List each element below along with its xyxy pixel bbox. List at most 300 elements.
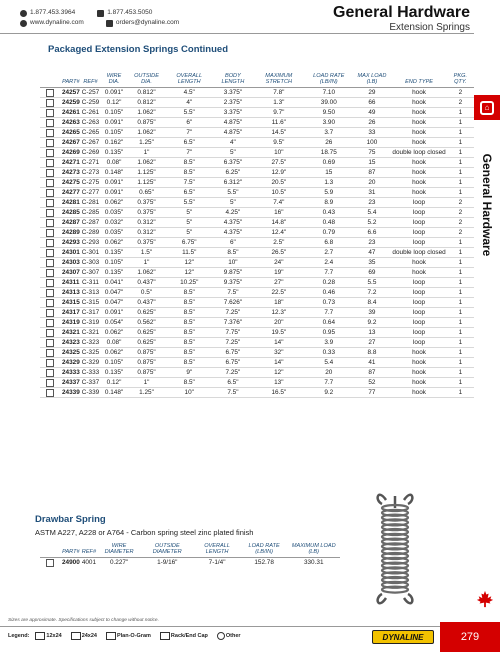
table-cell: 1.062": [128, 267, 165, 277]
table-cell: hook: [391, 157, 446, 167]
order-checkbox[interactable]: [46, 279, 54, 287]
table-cell: 1.062": [128, 127, 165, 137]
part-number: 24333: [40, 367, 81, 377]
table-cell: 6.8: [305, 237, 352, 247]
column-header: OUTSIDE DIAMETER: [141, 540, 193, 557]
table-cell: C-267: [81, 138, 100, 146]
table-cell: 1: [447, 347, 474, 357]
table-cell: 3.375": [213, 87, 252, 97]
column-header: OVERALL LENGTH: [193, 540, 240, 557]
table-cell: 7.4": [253, 197, 306, 207]
order-checkbox[interactable]: [46, 269, 54, 277]
table-cell: 4.5": [165, 87, 213, 97]
table-cell: 0.312": [128, 227, 165, 237]
order-checkbox[interactable]: [46, 369, 54, 377]
table-cell: 5.4: [352, 207, 391, 217]
table-cell: 10": [253, 147, 306, 157]
table-cell: 8.5": [165, 327, 213, 337]
column-header: LOAD RATE (LB/IN): [241, 540, 288, 557]
table-cell: 6.75": [213, 347, 252, 357]
column-header: PART#: [40, 63, 81, 87]
table-cell: 7.25": [213, 367, 252, 377]
table-cell: 0.375": [128, 197, 165, 207]
table-cell: 33: [352, 127, 391, 137]
section-title-extension-springs: Packaged Extension Springs Continued: [48, 44, 229, 55]
table-cell: 8.5": [165, 287, 213, 297]
table-cell: 0.035": [100, 207, 128, 217]
table-cell: C-275: [81, 178, 100, 186]
table-cell: C-289: [81, 228, 100, 236]
table-row: [40, 367, 474, 377]
part-number: 24285: [40, 207, 81, 217]
table-cell: 1-9/16": [157, 558, 178, 566]
table-cell: 1: [447, 117, 474, 127]
table-cell: 5.5": [165, 197, 213, 207]
table-cell: 19": [253, 267, 306, 277]
part-number: 24337: [40, 377, 81, 387]
table-cell: 7.7: [305, 267, 352, 277]
table-cell: C-265: [81, 128, 100, 136]
table-cell: 1: [447, 157, 474, 167]
table-cell: 87: [352, 367, 391, 377]
order-checkbox[interactable]: [46, 259, 54, 267]
table-cell: 7.5": [213, 287, 252, 297]
table-cell: 1: [447, 247, 474, 257]
order-checkbox[interactable]: [46, 209, 54, 217]
table-cell: 1: [447, 327, 474, 337]
table-cell: 7.7: [305, 307, 352, 317]
table-cell: 7.5": [213, 387, 252, 397]
table-cell: 0.091": [100, 117, 128, 127]
table-cell: 31: [352, 187, 391, 197]
table-cell: 5": [165, 217, 213, 227]
order-checkbox[interactable]: [46, 139, 54, 147]
order-checkbox[interactable]: [46, 389, 54, 397]
table-cell: 20": [253, 317, 306, 327]
table-cell: 4": [213, 137, 252, 147]
table-cell: 0.95: [305, 327, 352, 337]
table-cell: 0.105": [100, 357, 128, 367]
table-cell: hook: [391, 187, 446, 197]
table-cell: C-319: [81, 318, 100, 326]
table-cell: 0.135": [100, 267, 128, 277]
column-header: REF#: [81, 63, 100, 87]
part-number: 24321: [40, 327, 81, 337]
table-cell: 6.5": [213, 377, 252, 387]
table-cell: 20: [305, 367, 352, 377]
table-cell: hook: [391, 87, 446, 97]
table-cell: 2.7: [305, 247, 352, 257]
table-cell: C-315: [81, 298, 100, 306]
table-cell: 0.041": [100, 277, 128, 287]
table-cell: 20.5": [253, 177, 306, 187]
table-cell: 66: [352, 97, 391, 107]
extension-springs-table: [40, 63, 474, 398]
table-cell: C-285: [81, 208, 100, 216]
part-number: 24257: [40, 87, 81, 97]
table-cell: C-325: [81, 348, 100, 356]
table-cell: 1.5": [128, 247, 165, 257]
table-row: [40, 347, 474, 357]
table-cell: 26: [305, 137, 352, 147]
column-header: WIRE DIA.: [100, 63, 128, 87]
table-cell: 7-1/4": [208, 558, 226, 566]
table-cell: 0.69: [305, 157, 352, 167]
table-cell: C-311: [82, 278, 99, 286]
part-number: 24259: [40, 97, 81, 107]
table-cell: 8.5": [165, 357, 213, 367]
table-cell: hook: [391, 97, 446, 107]
table-cell: 1: [447, 137, 474, 147]
table-cell: loop: [391, 297, 446, 307]
table-cell: C-273: [81, 168, 100, 176]
table-row: [40, 147, 474, 157]
table-cell: loop: [391, 337, 446, 347]
table-cell: 26: [352, 117, 391, 127]
table-cell: loop: [391, 327, 446, 337]
table-cell: 0.625": [128, 307, 165, 317]
table-cell: 0.64: [305, 317, 352, 327]
table-cell: 1.062": [128, 157, 165, 167]
side-category-label: General Hardware: [480, 153, 494, 257]
table-cell: 22.5": [253, 287, 306, 297]
order-checkbox[interactable]: [46, 239, 54, 247]
table-cell: 18.75: [305, 147, 352, 157]
table-cell: hook: [391, 377, 446, 387]
table-cell: C-287: [81, 218, 100, 226]
email-link[interactable]: orders@dynaline.com: [115, 19, 180, 26]
table-cell: 8.5": [213, 247, 252, 257]
table-cell: hook: [391, 267, 446, 277]
website-link[interactable]: www.dynaline.com: [30, 19, 84, 26]
order-checkbox[interactable]: [46, 129, 54, 137]
table-cell: 0.148": [100, 167, 128, 177]
order-checkbox[interactable]: [46, 199, 54, 207]
table-cell: C-337: [81, 378, 100, 386]
table-cell: C-293: [81, 238, 100, 246]
table-cell: 1: [447, 317, 474, 327]
table-cell: 41: [352, 357, 391, 367]
page-subtitle: Extension Springs: [389, 22, 470, 33]
table-cell: 0.625": [128, 337, 165, 347]
column-header: MAX LOAD (LB): [352, 63, 391, 87]
table-cell: 3.9: [305, 337, 352, 347]
table-cell: 4.25": [213, 207, 252, 217]
table-cell: C-257: [81, 88, 100, 96]
order-checkbox[interactable]: [46, 149, 54, 157]
table-row: [40, 197, 474, 207]
table-cell: 0.105": [100, 257, 128, 267]
order-checkbox[interactable]: [46, 289, 54, 297]
legend-item-12x24: 12x24: [35, 632, 61, 640]
table-cell: 1: [447, 257, 474, 267]
table-cell: 12": [165, 257, 213, 267]
part-number: 24269: [40, 147, 81, 157]
column-header: WIRE DIAMETER: [97, 540, 141, 557]
table-cell: 0.135": [100, 367, 128, 377]
table-cell: 10.5": [253, 187, 306, 197]
table-row: [40, 357, 474, 367]
order-checkbox[interactable]: [46, 229, 54, 237]
order-checkbox[interactable]: [46, 179, 54, 187]
table-cell: 1.125": [128, 167, 165, 177]
table-cell: 8.5": [165, 347, 213, 357]
table-cell: 0.375": [128, 237, 165, 247]
table-cell: 0.091": [100, 307, 128, 317]
table-cell: 0.135": [100, 147, 128, 157]
table-cell: 5.5: [352, 277, 391, 287]
phone-2: 1.877.453.5050: [107, 9, 153, 16]
table-cell: 7.5": [165, 177, 213, 187]
table-cell: 0.812": [128, 87, 165, 97]
table-row: [40, 287, 474, 297]
table-cell: 0.08": [100, 337, 128, 347]
table-row: [40, 267, 474, 277]
order-checkbox[interactable]: [46, 379, 54, 387]
table-cell: 4.875": [213, 127, 252, 137]
table-cell: 0.33: [305, 347, 352, 357]
category-tab[interactable]: [474, 95, 500, 120]
order-checkbox[interactable]: [46, 299, 54, 307]
table-cell: 13: [352, 327, 391, 337]
table-row: [40, 227, 474, 237]
order-checkbox[interactable]: [46, 169, 54, 177]
table-cell: 5.5": [165, 107, 213, 117]
table-row: [40, 97, 474, 107]
table-cell: 18": [253, 297, 306, 307]
table-cell: 39: [352, 307, 391, 317]
table-cell: C-261: [81, 108, 100, 116]
table-cell: loop: [391, 227, 446, 237]
order-checkbox[interactable]: [46, 109, 54, 117]
table-cell: 6": [213, 237, 252, 247]
table-cell: 0.047": [100, 297, 128, 307]
table-cell: 27": [253, 277, 306, 287]
part-number: 24339: [40, 387, 81, 397]
table-cell: double loop closed: [392, 248, 446, 256]
table-row: [40, 217, 474, 227]
table-cell: 0.437": [128, 277, 165, 287]
table-cell: 35: [352, 257, 391, 267]
table-cell: 2: [447, 217, 474, 227]
table-cell: C-303: [81, 258, 100, 266]
table-cell: 24": [253, 257, 306, 267]
table-cell: 14": [253, 357, 306, 367]
table-cell: 1: [447, 297, 474, 307]
table-cell: loop: [391, 207, 446, 217]
table-cell: 6.5": [165, 137, 213, 147]
order-checkbox[interactable]: [46, 559, 54, 567]
order-checkbox[interactable]: [46, 349, 54, 357]
table-cell: 15: [352, 157, 391, 167]
globe-icon: [20, 20, 27, 27]
table-cell: 8.9: [305, 197, 352, 207]
order-checkbox[interactable]: [46, 329, 54, 337]
table-cell: 7.10: [305, 87, 352, 97]
order-checkbox[interactable]: [46, 219, 54, 227]
table-cell: C-271: [81, 158, 100, 166]
table-cell: 7": [165, 147, 213, 157]
table-cell: 0.035": [100, 227, 128, 237]
part-number: 24323: [40, 337, 81, 347]
table-cell: 20: [352, 177, 391, 187]
table-cell: 0.032": [100, 217, 128, 227]
order-checkbox[interactable]: [46, 309, 54, 317]
table-cell: 8.5": [165, 317, 213, 327]
table-cell: 0.062": [100, 237, 128, 247]
table-cell: C-313: [81, 288, 100, 296]
table-cell: 9.50: [305, 107, 352, 117]
table-row: [40, 387, 474, 397]
page-number-box: [440, 622, 500, 652]
table-cell: 8.5": [165, 307, 213, 317]
table-cell: 29: [352, 87, 391, 97]
table-cell: 7.7: [305, 377, 352, 387]
table-cell: 12.9": [253, 167, 306, 177]
order-checkbox[interactable]: [46, 359, 54, 367]
table-cell: C-307: [81, 268, 100, 276]
table-cell: 0.227": [109, 558, 129, 566]
legend-item-other: Other: [217, 632, 241, 640]
table-row: [40, 257, 474, 267]
table-cell: 1: [447, 147, 474, 157]
table-cell: 12.3": [253, 307, 306, 317]
table-cell: 0.12": [100, 377, 128, 387]
table-cell: 87: [352, 167, 391, 177]
table-row: [40, 327, 474, 337]
table-cell: C-329: [81, 358, 100, 366]
column-header: PART#: [40, 540, 81, 557]
table-cell: 5": [165, 207, 213, 217]
legend-swatch-icon: [35, 632, 45, 640]
table-cell: 9.875": [213, 267, 252, 277]
table-cell: 75: [352, 147, 391, 157]
table-row: [40, 117, 474, 127]
hardware-icon: ⌂: [480, 101, 494, 115]
order-checkbox[interactable]: [46, 159, 54, 167]
table-cell: 0.062": [100, 197, 128, 207]
table-cell: 0.5": [128, 287, 165, 297]
column-header: REF#: [81, 540, 97, 557]
table-cell: double loop closed: [392, 148, 446, 156]
column-header: OUTSIDE DIA.: [128, 63, 165, 87]
table-cell: loop: [391, 307, 446, 317]
table-cell: 5.9: [305, 187, 352, 197]
table-cell: 0.12": [100, 97, 128, 107]
phone-1: 1.877.453.3964: [30, 9, 76, 16]
table-cell: 6.375": [213, 157, 252, 167]
table-cell: 9.375": [213, 277, 252, 287]
table-cell: hook: [391, 107, 446, 117]
part-number: 24277: [40, 187, 81, 197]
table-cell: 19.5": [253, 327, 306, 337]
table-cell: 3.375": [213, 107, 252, 117]
legend-item-rack-end-cap: Rack/End Cap: [160, 632, 208, 640]
table-cell: 5": [165, 227, 213, 237]
table-cell: 0.65": [128, 187, 165, 197]
table-cell: 11.5": [165, 247, 213, 257]
table-cell: 23: [352, 237, 391, 247]
table-row: [40, 557, 340, 567]
table-row: [40, 247, 474, 257]
table-cell: 5.5": [213, 187, 252, 197]
table-cell: 330.31: [303, 558, 324, 566]
legend-swatch-icon: [217, 632, 225, 640]
table-cell: 8.5": [165, 157, 213, 167]
order-checkbox[interactable]: [46, 119, 54, 127]
table-cell: hook: [391, 357, 446, 367]
order-checkbox[interactable]: [46, 189, 54, 197]
part-number: 24315: [40, 297, 81, 307]
table-cell: 152.78: [254, 558, 274, 566]
part-number: 24325: [40, 347, 81, 357]
table-cell: 0.73: [305, 297, 352, 307]
table-cell: 1: [447, 107, 474, 117]
table-cell: 6.5": [165, 187, 213, 197]
table-cell: 0.08": [100, 157, 128, 167]
part-number: 24275: [40, 177, 81, 187]
order-checkbox[interactable]: [46, 99, 54, 107]
table-cell: 5.2: [352, 217, 391, 227]
table-cell: 4001: [81, 558, 97, 566]
table-cell: hook: [391, 367, 446, 377]
order-checkbox[interactable]: [46, 249, 54, 257]
table-cell: 5": [213, 197, 252, 207]
table-row: [40, 167, 474, 177]
table-cell: 26.5": [253, 247, 306, 257]
table-cell: C-301: [81, 248, 100, 256]
table-row: [40, 207, 474, 217]
part-number: 24301: [40, 247, 81, 257]
table-cell: 5.4: [305, 357, 352, 367]
part-number: 24289: [40, 227, 81, 237]
table-cell: 7.25": [213, 337, 252, 347]
table-cell: C-281: [81, 198, 100, 206]
order-checkbox[interactable]: [46, 319, 54, 327]
table-cell: 10.25": [165, 277, 213, 287]
table-cell: 1: [447, 337, 474, 347]
table-cell: 49: [352, 107, 391, 117]
table-cell: 1: [447, 127, 474, 137]
header-divider: [0, 33, 474, 34]
table-cell: 9.2: [305, 387, 352, 397]
table-cell: hook: [391, 387, 446, 397]
table-cell: 4.875": [213, 117, 252, 127]
table-row: [40, 377, 474, 387]
table-cell: 7.2: [352, 287, 391, 297]
legend-item-24x24: 24x24: [71, 632, 97, 640]
table-cell: C-323: [81, 338, 100, 346]
table-row: [40, 127, 474, 137]
table-cell: 32": [253, 347, 306, 357]
table-row: [40, 337, 474, 347]
table-cell: 7": [165, 127, 213, 137]
table-row: [40, 137, 474, 147]
table-cell: 0.28: [305, 277, 352, 287]
order-checkbox[interactable]: [46, 89, 54, 97]
table-cell: 2.375": [213, 97, 252, 107]
order-checkbox[interactable]: [46, 339, 54, 347]
table-cell: 12": [253, 367, 306, 377]
table-cell: C-263: [81, 118, 100, 126]
table-cell: loop: [391, 237, 446, 247]
drawbar-spring-image: [370, 486, 420, 614]
table-cell: 0.091": [100, 87, 128, 97]
table-cell: loop: [391, 277, 446, 287]
table-cell: 0.054": [100, 317, 128, 327]
table-cell: 0.79: [305, 227, 352, 237]
part-number: 24265: [40, 127, 81, 137]
